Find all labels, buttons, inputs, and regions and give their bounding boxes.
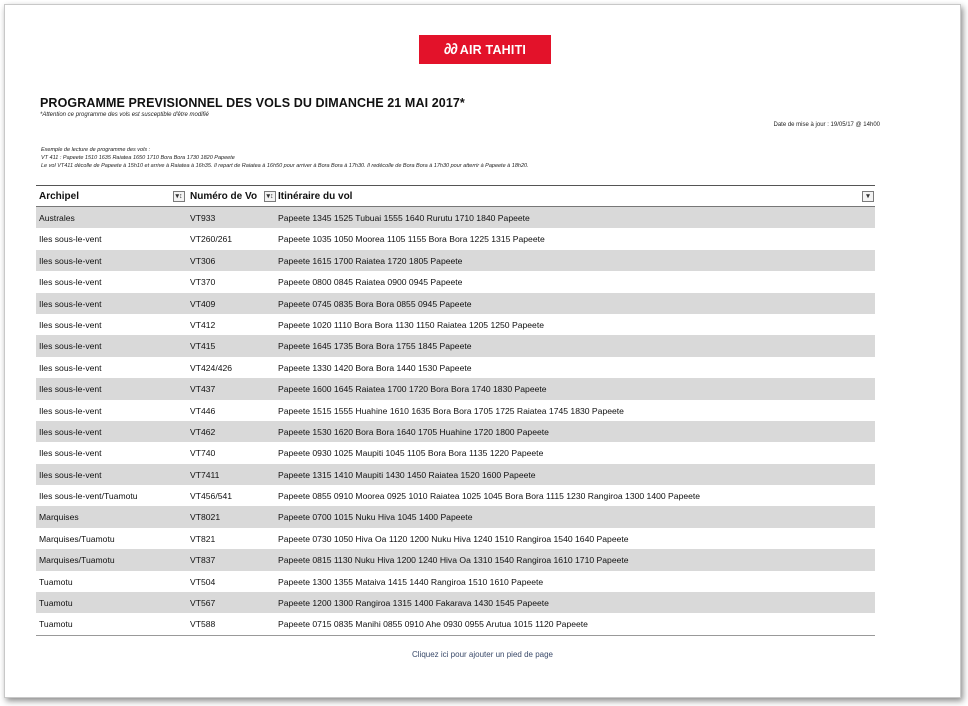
sort-filter-icon[interactable]: ▾↕: [173, 191, 185, 202]
cell-archipel: Iles sous-le-vent/Tuamotu: [39, 491, 138, 502]
table-bottom-border: [36, 635, 875, 636]
cell-archipel: Australes: [39, 213, 75, 223]
cell-itineraire: Papeete 0815 1130 Nuku Hiva 1200 1240 Hiva Oa 1310 1540 Rangiroa 1610 1710 Papeete: [278, 555, 629, 566]
table-row[interactable]: [36, 400, 875, 421]
table-row[interactable]: [36, 271, 875, 292]
cell-itineraire: Papeete 1300 1355 Mataiva 1415 1440 Rangiroa 1510 1610 Papeete: [278, 576, 544, 587]
cell-itineraire: Papeete 0700 1015 Nuku Hiva 1045 1400 Papeete: [278, 512, 473, 523]
cell-numero-de-vol: VT306: [190, 255, 216, 266]
cell-itineraire: Papeete 1345 1525 Tubuai 1555 1640 Rurutu 1710 1840 Papeete: [278, 213, 530, 223]
cell-archipel: Marquises/Tuamotu: [39, 533, 115, 544]
dropdown-icon[interactable]: ▾: [862, 191, 874, 202]
cell-archipel: Iles sous-le-vent: [39, 298, 102, 309]
cell-itineraire: Papeete 0800 0845 Raiatea 0900 0945 Papeete: [278, 277, 463, 288]
cell-archipel: Iles sous-le-vent: [39, 277, 102, 288]
cell-archipel: Tuamotu: [39, 576, 73, 587]
cell-archipel: Iles sous-le-vent: [39, 234, 102, 245]
footer-placeholder[interactable]: Cliquez ici pour ajouter un pied de page: [412, 650, 553, 659]
header-archipel: Archipel: [39, 191, 80, 202]
table-row[interactable]: [36, 549, 875, 570]
cell-numero-de-vol: VT446: [190, 405, 216, 416]
cell-archipel: Iles sous-le-vent: [39, 469, 102, 480]
air-tahiti-logo: [419, 35, 551, 64]
reading-example-heading: Exemple de lecture de programme des vols :: [41, 147, 151, 153]
cell-itineraire: Papeete 1530 1620 Bora Bora 1640 1705 Huahine 1720 1800 Papeete: [278, 426, 549, 437]
cell-archipel: Iles sous-le-vent: [39, 426, 102, 437]
reading-example: [41, 146, 529, 170]
reading-example-explanation: Le vol VT411 décolle de Papeete à 15h10 et arrive à Raiatea à 16h35. Il repart de Raiatea à 16h50 pour arriver à Bora Bora à 17h30. Il redécolle de Bora Bora à 17h30 pour atterrir à Papeete à 18h20.: [41, 163, 529, 169]
cell-archipel: Tuamotu: [39, 619, 73, 630]
cell-archipel: Tuamotu: [39, 598, 73, 609]
sort-filter-icon[interactable]: ▾↕: [264, 191, 276, 202]
table-row[interactable]: [36, 228, 875, 249]
cell-numero-de-vol: VT7411: [190, 469, 220, 480]
update-date: Date de mise à jour : 19/05/17 @ 14h00: [773, 122, 880, 128]
header-numero-de-vol: Numéro de Vo: [190, 191, 258, 202]
cell-itineraire: Papeete 0930 1025 Maupiti 1045 1105 Bora Bora 1135 1220 Papeete: [278, 448, 544, 459]
cell-numero-de-vol: VT504: [190, 576, 216, 587]
table-row[interactable]: [36, 378, 875, 399]
cell-archipel: Iles sous-le-vent: [39, 405, 102, 416]
cell-itineraire: Papeete 1315 1410 Maupiti 1430 1450 Raiatea 1520 1600 Papeete: [278, 469, 536, 480]
cell-numero-de-vol: VT8021: [190, 512, 221, 523]
cell-itineraire: Papeete 1615 1700 Raiatea 1720 1805 Papeete: [278, 255, 463, 266]
cell-numero-de-vol: VT588: [190, 619, 216, 630]
cell-numero-de-vol: VT462: [190, 426, 216, 437]
table-row[interactable]: [36, 293, 875, 314]
document-notice: *Attention ce programme des vols est susceptible d'être modifié: [40, 112, 209, 118]
cell-itineraire: Papeete 0855 0910 Moorea 0925 1010 Raiatea 1025 1045 Bora Bora 1115 1230 Rangiroa 1300 1400 Papeete: [278, 491, 701, 502]
document-page: [4, 4, 961, 698]
cell-numero-de-vol: VT740: [190, 448, 216, 459]
table-row[interactable]: [36, 421, 875, 442]
cell-archipel: Marquises/Tuamotu: [39, 555, 115, 566]
cell-itineraire: Papeete 0730 1050 Hiva Oa 1120 1200 Nuku Hiva 1240 1510 Rangiroa 1540 1640 Papeete: [278, 533, 629, 544]
table-row[interactable]: [36, 335, 875, 356]
table-row[interactable]: [36, 250, 875, 271]
table-row[interactable]: [36, 613, 875, 634]
header-itineraire: Itinéraire du vol: [278, 191, 353, 202]
table-row[interactable]: [36, 314, 875, 335]
cell-numero-de-vol: VT424/426: [190, 362, 233, 373]
cell-numero-de-vol: VT415: [190, 341, 216, 352]
air-tahiti-logo-mark-icon: ∂∂: [443, 41, 457, 58]
table-row[interactable]: [36, 528, 875, 549]
cell-numero-de-vol: VT567: [190, 598, 216, 609]
cell-archipel: Iles sous-le-vent: [39, 448, 102, 459]
cell-numero-de-vol: VT821: [190, 533, 216, 544]
table-row[interactable]: [36, 207, 875, 228]
cell-archipel: Iles sous-le-vent: [39, 362, 102, 373]
table-row[interactable]: [36, 357, 875, 378]
reading-example-line: VT 411 : Papeete 1510 1635 Raiatea 1650 1710 Bora Bora 1730 1820 Papeete: [41, 155, 235, 161]
table-row[interactable]: [36, 506, 875, 527]
table-body: [36, 207, 875, 635]
cell-numero-de-vol: VT260/261: [190, 234, 233, 245]
cell-numero-de-vol: VT933: [190, 213, 216, 223]
cell-itineraire: Papeete 1330 1420 Bora Bora 1440 1530 Papeete: [278, 362, 472, 373]
table-header-row: [36, 186, 875, 207]
cell-archipel: Iles sous-le-vent: [39, 255, 102, 266]
cell-numero-de-vol: VT370: [190, 277, 216, 288]
cell-itineraire: Papeete 1020 1110 Bora Bora 1130 1150 Raiatea 1205 1250 Papeete: [278, 319, 544, 330]
table-row[interactable]: [36, 592, 875, 613]
cell-itineraire: Papeete 1645 1735 Bora Bora 1755 1845 Papeete: [278, 341, 472, 352]
cell-itineraire: Papeete 1035 1050 Moorea 1105 1155 Bora Bora 1225 1315 Papeete: [278, 234, 545, 245]
table-row[interactable]: [36, 464, 875, 485]
document-title: PROGRAMME PREVISIONNEL DES VOLS DU DIMANCHE 21 MAI 2017*: [40, 96, 465, 110]
table-row[interactable]: [36, 571, 875, 592]
cell-itineraire: Papeete 1515 1555 Huahine 1610 1635 Bora Bora 1705 1725 Raiatea 1745 1830 Papeete: [278, 405, 624, 416]
cell-numero-de-vol: VT437: [190, 384, 216, 395]
cell-archipel: Iles sous-le-vent: [39, 384, 102, 395]
cell-numero-de-vol: VT409: [190, 298, 216, 309]
cell-itineraire: Papeete 0745 0835 Bora Bora 0855 0945 Papeete: [278, 298, 472, 309]
cell-archipel: Iles sous-le-vent: [39, 341, 102, 352]
cell-numero-de-vol: VT837: [190, 555, 216, 566]
cell-archipel: Marquises: [39, 512, 79, 523]
cell-itineraire: Papeete 0715 0835 Manihi 0855 0910 Ahe 0930 0955 Arutua 1015 1120 Papeete: [278, 619, 588, 630]
table-row[interactable]: [36, 442, 875, 463]
cell-itineraire: Papeete 1200 1300 Rangiroa 1315 1400 Fakarava 1430 1545 Papeete: [278, 598, 549, 609]
flights-table: [36, 185, 875, 636]
air-tahiti-logo-text: AIR TAHITI: [459, 42, 527, 57]
cell-numero-de-vol: VT412: [190, 319, 216, 330]
table-row[interactable]: [36, 485, 875, 506]
cell-itineraire: Papeete 1600 1645 Raiatea 1700 1720 Bora Bora 1740 1830 Papeete: [278, 384, 547, 395]
cell-archipel: Iles sous-le-vent: [39, 319, 102, 330]
cell-numero-de-vol: VT456/541: [190, 491, 233, 502]
